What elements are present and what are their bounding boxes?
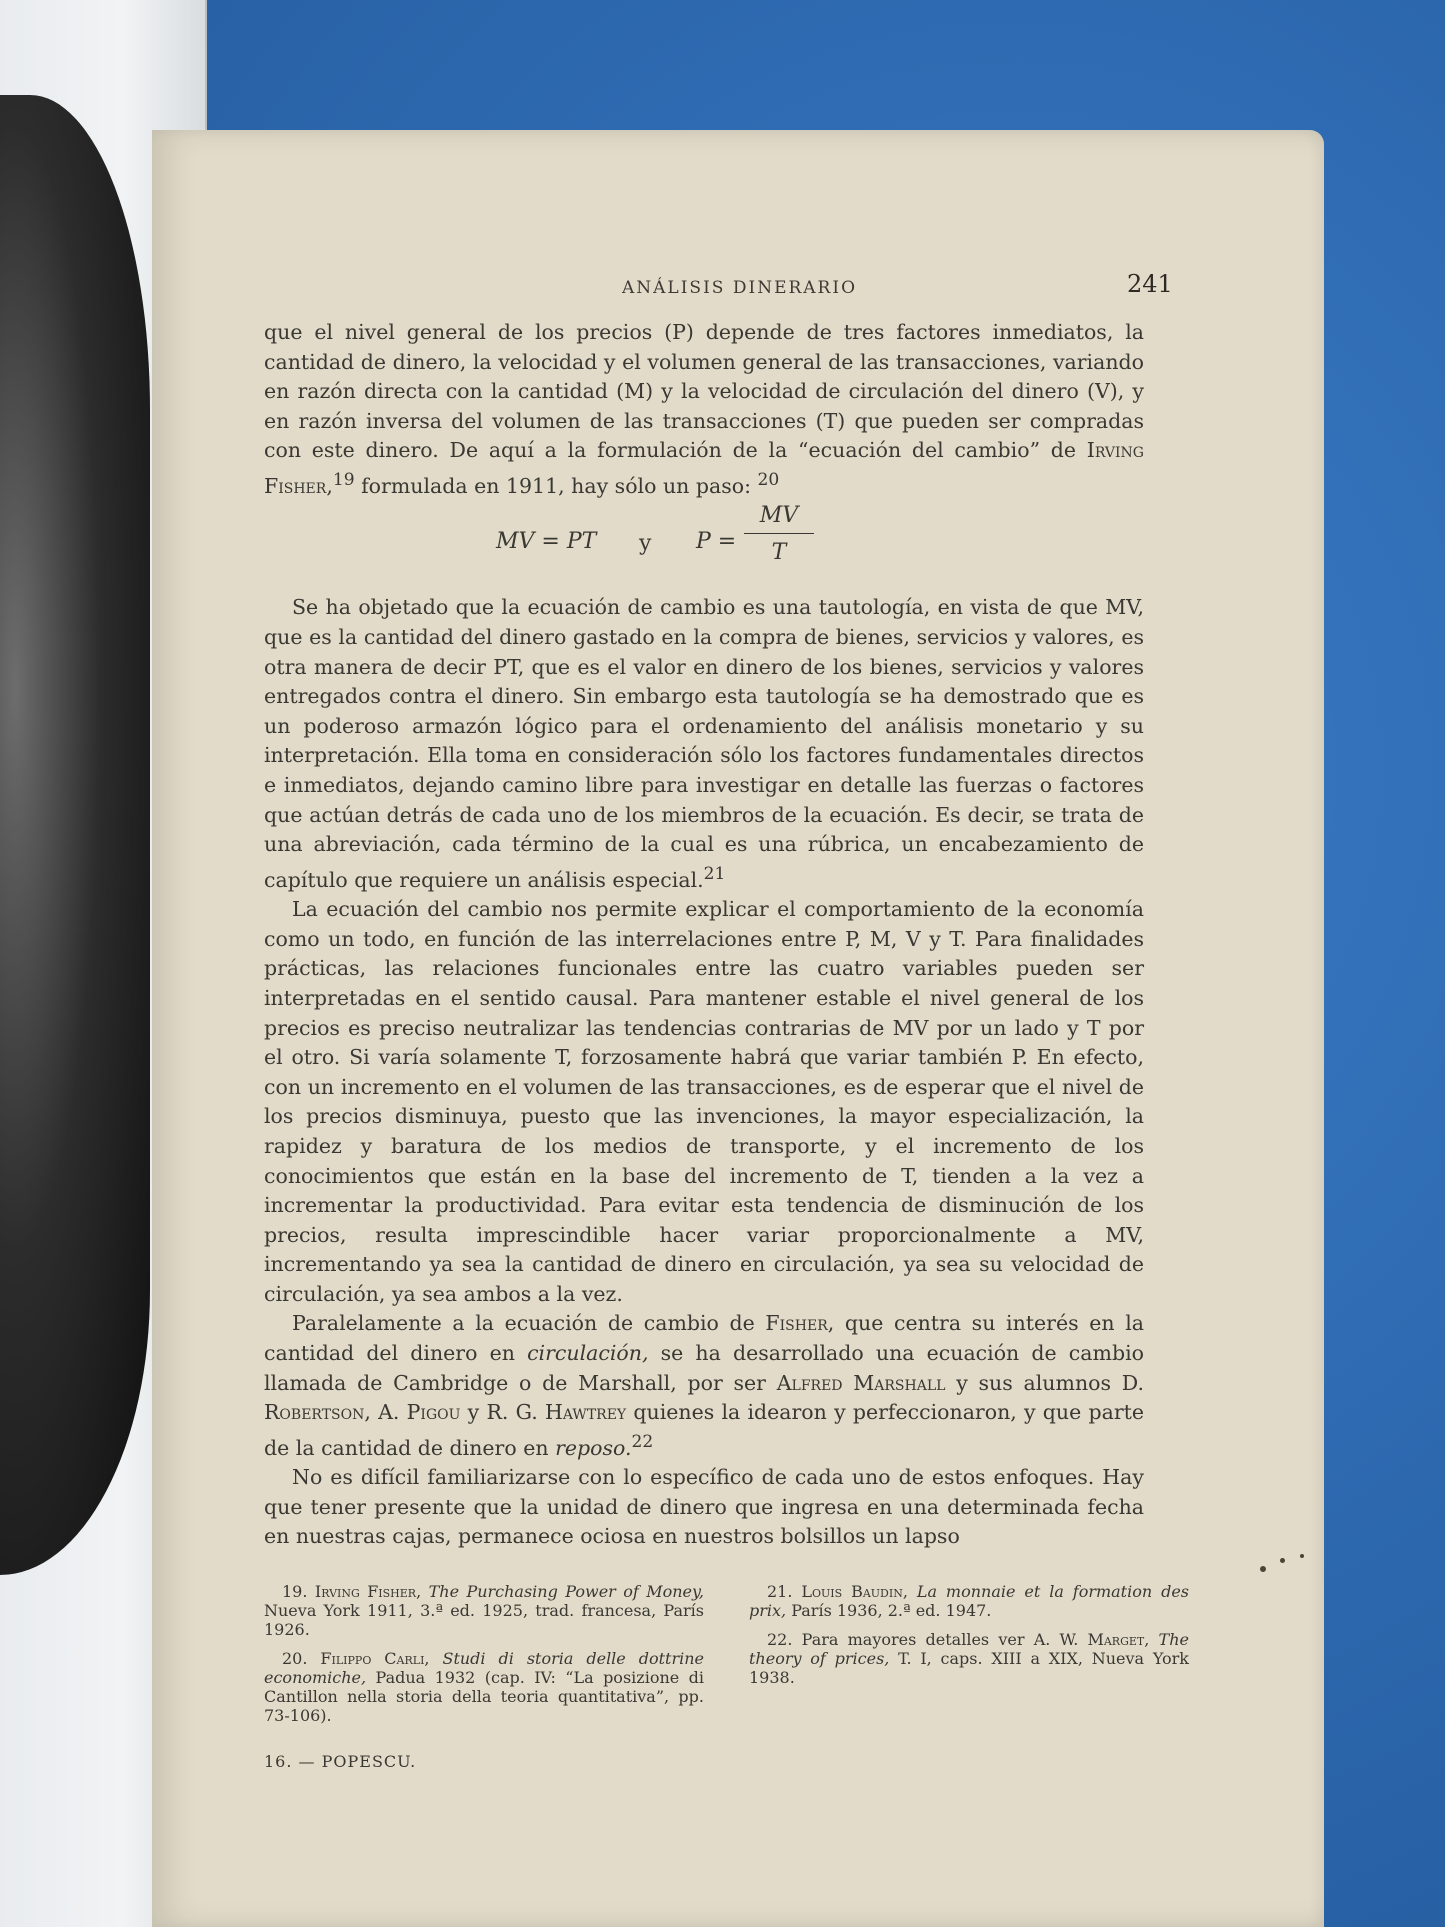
paper-stain <box>1280 1558 1285 1563</box>
printer-signature: 16. — POPESCU. <box>264 1752 417 1771</box>
portrait-photo <box>0 95 150 1575</box>
page-header <box>152 270 1324 310</box>
paper-stain <box>1260 1566 1266 1572</box>
footnote-21: 21. Louis Baudin, La monnaie et la formation des prix, París 1936, 2.ª ed. 1947. <box>749 1582 1189 1620</box>
paragraph-4: Paralelamente a la ecuación de cambio de Fisher, que centra su interés en la cantidad del dinero en circulación, se ha desarrollado una ecuación de cambio llamada de Cambridge o de Marshall, por ser Alfred Marshall y sus alumnos D. Robertson, A. Pigou y R. G. Hawtrey quienes la idearon y perfeccionaron, y que parte de la cantidad de dinero en reposo.$^{22}$ <box>264 1311 1145 1460</box>
paragraph-1: que el nivel general de los precios (P) depende de tres factores inmediatos, la cantidad de dinero, la velocidad y el volumen general de las transacciones, variando en razón directa con la cantidad (M) y la velocidad de circulación del dinero (V), y en razón inversa del volumen de las transacciones (T) que pueden ser compradas con este dinero. De aquí a la formulación de la “ecuación del cambio” de Irving Fisher,$^{19}$ formulada en 1911, hay sólo un paso: $^{20}$ <box>264 320 1144 498</box>
footnote-19: 19. Irving Fisher, The Purchasing Power of Money, Nueva York 1911, 3.ª ed. 1925, trad. francesa, París 1926. <box>264 1582 704 1639</box>
equation-of-exchange <box>264 501 1144 589</box>
running-head: ANÁLISIS DINERARIO <box>622 278 858 298</box>
footnotes-right-column <box>749 1582 1189 1697</box>
paper-stain <box>1300 1554 1304 1558</box>
paragraph-2: Se ha objetado que la ecuación de cambio es una tautología, en vista de que MV, que es la cantidad del dinero gastado en la compra de bienes, servicios y valores, es otra manera de decir PT, que es el valor en dinero de los bienes, servicios y valores entregados contra el dinero. Sin embargo esta tautología se ha demostrado que es un poderoso armazón lógico para el ordenamiento del análisis monetario y su interpretación. Ella toma en consideración sólo los factores fundamentales directos e inmediatos, dejando camino libre para investigar en detalle las fuerzas o factores que actúan detrás de cada uno de los miembros de la ecuación. Es decir, se trata de una abreviación, cada término de la cual es una rúbrica, un encabezamiento de capítulo que requiere un análisis especial.$^{21}$ <box>264 595 1144 892</box>
formula-left: MV = PT <box>496 529 597 555</box>
paragraph-3: La ecuación del cambio nos permite explicar el comportamiento de la economía como un todo, en función de las interrelaciones entre P, M, V y T. Para finalidades prácticas, las relaciones funcionales entre las cuatro variables pueden ser interpretadas en el sentido causal. Para mantener estable el nivel general de los precios es preciso neutralizar las tendencias contrarias de MV por un lado y T por el otro. Si varía solamente T, forzosamente habrá que variar también P. En efecto, con un incremento en el volumen de las transacciones, es de esperar que el nivel de los precios disminuya, puesto que las invenciones, la mayor especialización, la rapidez y baratura de los medios de transporte, y el incremento de los conocimientos que están en la base del incremento de T, tienden a la vez a incrementar la productividad. Para evitar esta tendencia de disminución de los precios, resulta imprescindible hacer variar proporcionalmente a MV, incrementando ya sea la cantidad de dinero en circulación, ya sea su velocidad de circulación, ya sea ambos a la vez. <box>264 897 1144 1306</box>
footnote-20: 20. Filippo Carli, Studi di storia delle dottrine economiche, Padua 1932 (cap. IV: “La posizione di Cantillon nella storia della teoria quantitativa”, pp. 73-106). <box>264 1649 704 1725</box>
book-page <box>152 130 1324 1927</box>
page-number: 241 <box>1127 270 1173 298</box>
footnote-22: 22. Para mayores detalles ver A. W. Marget, The theory of prices, T. I, caps. XIII a XIX, Nueva York 1938. <box>749 1630 1190 1687</box>
paragraph-5: No es difícil familiarizarse con lo específico de cada uno de estos enfoques. Hay que tener presente que la unidad de dinero que ingresa en una determinada fecha en nuestras cajas, permanece ociosa en nuestros bolsillos un lapso <box>264 1465 1144 1549</box>
formula-conjunction: y <box>639 531 652 557</box>
footnotes-left-column <box>264 1582 704 1735</box>
formula-right-lhs: P = <box>696 529 737 555</box>
body-text <box>264 318 1144 1552</box>
fraction-numerator: MV <box>744 501 814 534</box>
formula-fraction <box>744 501 814 567</box>
fraction-denominator: T <box>771 539 787 565</box>
